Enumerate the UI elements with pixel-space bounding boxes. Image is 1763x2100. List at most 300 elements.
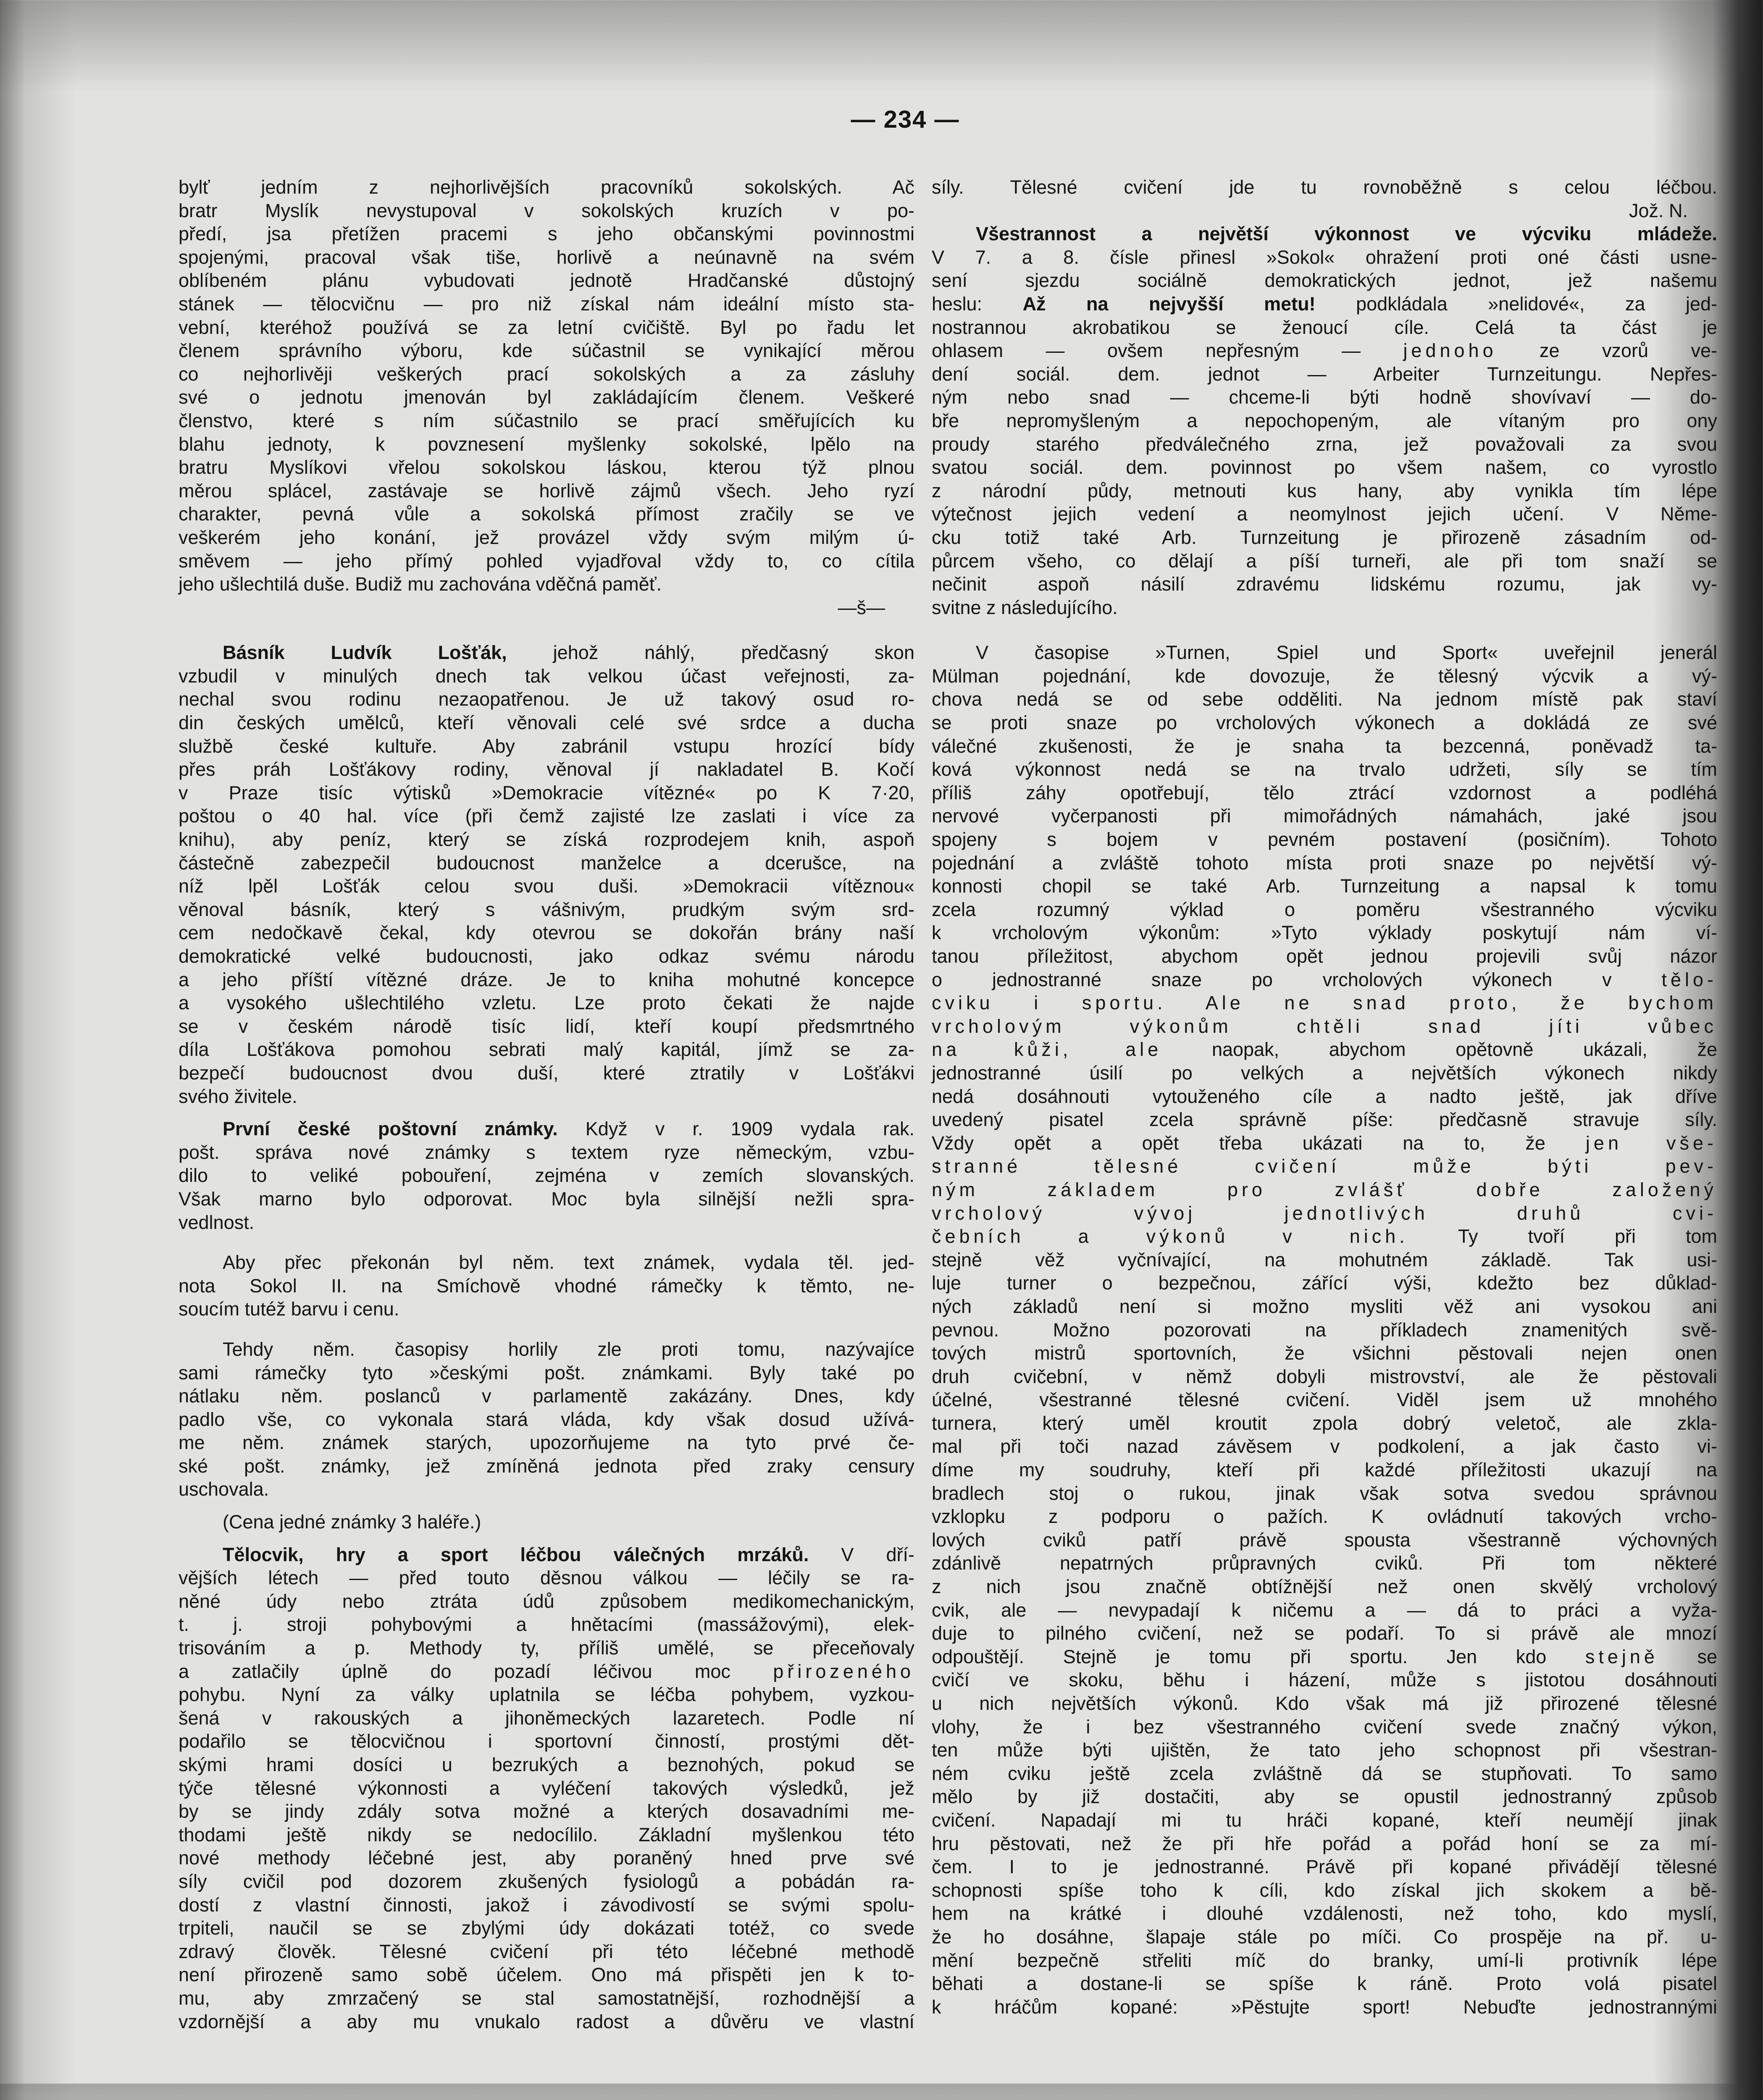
line-text: vzbudil v minulých dnech tak velkou účast veřejnosti, za-: [179, 665, 914, 687]
line-text: Tehdy něm. časopisy horlily zle proti tomu, nazývajíce: [223, 1338, 914, 1360]
text-line: [179, 921, 914, 945]
text-line: [179, 1660, 914, 1683]
line-text: měrou splácel, zastávaje se horlivě zájmů všech. Jeho ryzí: [179, 480, 914, 501]
spaced-emphasis-text: vrcholovým výkonům chtěli snad jíti vůbec: [932, 1015, 1717, 1037]
line-text: podkládala »nelidové«, za jed-: [1315, 293, 1717, 315]
line-text: ková výkonnost nedá se na trvalo udržeti, síly se tím: [932, 759, 1717, 780]
line-text: uvedený pisatel zcela správně píše: předčasně stravuje síly.: [932, 1109, 1717, 1131]
line-text: běhati a dostane-li se spíše k ráně. Proto volá pisatel: [932, 1973, 1717, 1995]
text-line: [179, 945, 914, 968]
text-line: [932, 735, 1717, 758]
line-text: něné údy nebo ztráta údů způsobem medikomechanickým,: [179, 1590, 914, 1612]
text-line: [932, 1388, 1717, 1412]
text-line: [179, 1297, 914, 1321]
line-text: své o jednotu jmenován byl zakládajícím členem. Veškeré: [179, 386, 914, 408]
text-line: [932, 269, 1717, 292]
article-postage-stamps: [179, 1117, 914, 1234]
line-text: charakter, pevná vůle a sokolská přímost zračily se ve: [179, 503, 914, 525]
text-line: [932, 292, 1717, 316]
text-line: [179, 526, 914, 549]
line-text: bylť jedním z nejhorlivějších pracovníků sokolských. Ač: [179, 176, 914, 198]
line-text: se: [1658, 1646, 1717, 1667]
line-text: luje turner o bezpečnou, zářící výši, kdežto bez důklad-: [932, 1272, 1717, 1294]
line-text: schopnosti spíše toho k cíli, kdo získal jich skokem a bě-: [932, 1879, 1717, 1901]
line-text: oblíbeném plánu vybudovati jednotě Hradčanské důstojný: [179, 270, 914, 291]
text-line: [179, 246, 914, 269]
text-line: [932, 1482, 1717, 1505]
line-text: Když v r. 1909 vydala rak.: [557, 1118, 915, 1140]
line-text: nové methody léčebné jest, aby poraněný hned prve své: [179, 1847, 914, 1869]
line-text: vzdornější a aby mu vnukalo radost a důvěru ve vlastní: [179, 2011, 914, 2032]
text-line: [932, 222, 1717, 246]
text-line: [932, 1412, 1717, 1435]
left-column: [179, 176, 914, 2033]
bold-heading-text: Básník Ludvík Lošťák,: [223, 642, 507, 664]
spaced-emphasis-text: stranné tělesné cvičení může býti pev-: [932, 1155, 1717, 1177]
bold-heading-text: Až na nejvyšší metu!: [1022, 293, 1316, 315]
line-text: díla Lošťákova pomohou sebrati malý kapitál, jímž se za-: [179, 1039, 914, 1060]
text-line: [932, 1178, 1717, 1202]
text-line: [932, 1645, 1717, 1669]
text-line: [179, 1613, 914, 1636]
spaced-emphasis-text: stejně: [1585, 1646, 1658, 1667]
text-line: [179, 339, 914, 362]
text-line: [932, 1108, 1717, 1131]
text-line: [932, 1458, 1717, 1482]
text-line: [932, 1061, 1717, 1085]
text-line: [179, 433, 914, 456]
spaced-emphasis-text: na kůži, ale: [932, 1039, 1162, 1060]
text-line: [932, 1995, 1717, 2019]
line-text: Mülman pojednání, kde dovozuje, že tělesný výcvik a vý-: [932, 665, 1717, 687]
line-text: veškerém jeho konání, jež provázel vždy svým milým ú-: [179, 526, 914, 548]
text-line: [179, 664, 914, 688]
text-line: [932, 1972, 1717, 1995]
text-line: [179, 1510, 914, 1534]
line-text: jeho ušlechtilá duše. Budiž mu zachována vděčná paměť.: [179, 573, 662, 595]
text-line: [179, 1753, 914, 1777]
text-line: [179, 409, 914, 433]
text-line: [932, 596, 1717, 620]
line-text: me něm. známek starých, upozorňujeme na tyto prvé če-: [179, 1432, 914, 1454]
line-text: vební, kteréhož používá se za letní cvičiště. Byl po řadu let: [179, 316, 914, 338]
text-line: [179, 1251, 914, 1274]
text-line: [932, 1551, 1717, 1575]
spaced-emphasis-text: tělo-: [1661, 969, 1717, 990]
line-text: duje to pilného cvičení, než se podaří. To si právě ale mnozí: [932, 1622, 1717, 1644]
line-text: heslu:: [932, 293, 1023, 315]
line-text: členem správního výboru, kde súčastnil se vynikající měrou: [179, 340, 914, 362]
text-line: [932, 1202, 1717, 1225]
line-text: hem na krátké i dlouhé vzdálenosti, než toho, kdo myslí,: [932, 1903, 1717, 1924]
text-line: [179, 292, 914, 316]
text-line: [932, 572, 1717, 596]
text-line: [932, 246, 1717, 269]
text-line: [179, 316, 914, 339]
line-text: uschovala.: [179, 1478, 269, 1500]
line-text: bře nepromyšleným a nepochopeným, ale vítaným pro ony: [932, 410, 1717, 431]
line-text: sami rámečky tyto »českými pošt. známkami. Byly také po: [179, 1362, 914, 1383]
text-line: [932, 1248, 1717, 1272]
text-line: [179, 781, 914, 805]
text-line: [932, 1505, 1717, 1528]
line-text: stánek — tělocvičnu — pro niž získal nám ideální místo sta-: [179, 293, 914, 315]
text-line: [932, 1038, 1717, 1061]
line-text: přes práh Lošťákovy rodiny, věnoval jí nakladatel B. Kočí: [179, 759, 914, 780]
line-text: nečinit aspoň násilí zdravému lidskému rozumu, jak vy-: [932, 573, 1717, 595]
line-text: věnoval básník, který s vášnivým, prudkým svým srd-: [179, 898, 914, 920]
text-line: [179, 1963, 914, 1987]
line-text: Ty tvoří při tom: [1408, 1226, 1717, 1247]
spaced-emphasis-text: ným základem pro zvlášť dobře založený: [932, 1179, 1717, 1200]
line-text: nervové vyčerpanosti při mimořádných námahách, jaké jsou: [932, 805, 1717, 827]
text-line: [932, 1435, 1717, 1458]
text-line: [932, 1715, 1717, 1739]
line-text: službě české kultuře. Aby zabránil vstupu hrozící bídy: [179, 735, 914, 757]
line-text: soucím tutéž barvu i cenu.: [179, 1298, 399, 1320]
text-line: [179, 1777, 914, 1800]
text-line: [179, 641, 914, 664]
text-line: [179, 222, 914, 246]
text-line: [932, 1785, 1717, 1809]
line-text: níž lpěl Lošťák celou svou duši. »Demokracii vítěznou«: [179, 875, 914, 897]
text-line: [932, 1855, 1717, 1879]
line-text: vějších létech — před touto děsnou válkou — léčily se ra-: [179, 1567, 914, 1589]
line-text: částečně zabezpečil budoucnost manželce a dcerušce, na: [179, 852, 914, 874]
text-line: [179, 456, 914, 479]
line-text: dení sociál. dem. jednot — Arbeiter Turnzeitungu. Nepřes-: [932, 363, 1717, 385]
line-text: hru pěstovati, než že při hře pořád a pořád honí se za mí-: [932, 1832, 1717, 1854]
line-text: že ho dosáhne, šlapaje stále po míči. Co prospěje na př. u-: [932, 1926, 1717, 1948]
line-text: u nich největších výkonů. Kdo však má již přirozené tělesné: [932, 1693, 1717, 1714]
text-line: [179, 2010, 914, 2034]
text-line: [179, 1543, 914, 1567]
line-text: a zatlačily úplně do pozadí léčivou moc: [179, 1660, 773, 1682]
text-line: [932, 502, 1717, 526]
line-text: cvičení. Napadají mi tu hráči kopané, kteří neumějí jinak: [932, 1809, 1717, 1831]
line-text: pevnou. Možno pozorovati na příkladech znamenitých svě-: [932, 1319, 1717, 1341]
line-text: zdánlivě nepatrných průpravných cviků. Při tom některé: [932, 1552, 1717, 1574]
line-text: vzklopku z podporu o pažích. K ovládnutí takových vrcho-: [932, 1506, 1717, 1528]
text-line: [179, 688, 914, 711]
text-line: [932, 316, 1717, 339]
text-line: [179, 1061, 914, 1085]
line-text: stejně věž vyčnívající, na mohutném základě. Tak usi-: [932, 1249, 1717, 1270]
text-line: [179, 1431, 914, 1454]
line-text: cvičí ve skoku, běhu i házení, může s jistotou dosáhnouti: [932, 1669, 1717, 1691]
text-line: [932, 968, 1717, 992]
two-column-body: [0, 176, 1763, 2033]
spaced-emphasis-text: cviku i sportu. Ale ne snad proto, že bychom: [932, 992, 1717, 1014]
text-line: [932, 1809, 1717, 1832]
text-line: [932, 664, 1717, 688]
line-text: ské pošt. známky, jež zmíněná jednota před zraky censury: [179, 1455, 914, 1477]
line-text: odpouštějí. Stejně je tomu při sportu. Jen kdo: [932, 1646, 1585, 1667]
text-line: [932, 1738, 1717, 1762]
line-text: dilo to veliké pobouření, zejména v zemích slovanských.: [179, 1165, 914, 1186]
line-text: síly cvičil pod dozorem zkušených fysiologů a pobádán ra-: [179, 1870, 914, 1892]
line-text: naopak, abychom opětovně ukázali, že: [1162, 1039, 1717, 1060]
text-line: [179, 828, 914, 851]
text-line: [179, 1211, 914, 1234]
text-line: [932, 1015, 1717, 1038]
text-line: [179, 1590, 914, 1613]
text-line: [932, 549, 1717, 573]
text-line: [932, 409, 1717, 433]
line-text: předí, jsa přetížen pracemi s jeho občanskými povinnostmi: [179, 223, 914, 245]
text-line: [179, 1141, 914, 1164]
text-line: [179, 968, 914, 992]
text-line: [179, 804, 914, 828]
line-text: pošt. správa nové známky s textem ryze německým, vzbu-: [179, 1141, 914, 1163]
text-line: [179, 851, 914, 875]
line-text: jednostranné úsilí po velkých a největších výkonech nikdy: [932, 1062, 1717, 1084]
text-line: [179, 502, 914, 526]
line-text: a jeho příští vítězné dráze. Je to kniha mohutné koncepce: [179, 969, 914, 990]
text-line: [932, 991, 1717, 1015]
war-cripples-continuation: [932, 176, 1717, 199]
text-line: [179, 386, 914, 409]
line-text: vlohy, že i bez všestranného cvičení svede značný výkon,: [932, 1716, 1717, 1738]
text-line: [179, 1454, 914, 1478]
line-text: co nejhorlivěji veškerých prací sokolských a za zásluhy: [179, 363, 914, 385]
line-text: skými hrami dosíci u bezrukých a beznohých, pokud se: [179, 1754, 914, 1775]
text-line: [179, 1893, 914, 1917]
text-line: [179, 898, 914, 921]
text-line: [932, 1131, 1717, 1155]
spaced-emphasis-text: jednoho: [1403, 340, 1497, 362]
stamps-paragraph-3: [179, 1338, 914, 1501]
text-line: [179, 735, 914, 758]
line-text: se proti snaze po vrcholových výkonech a dokládá ze své: [932, 712, 1717, 734]
line-text: čem. I to je jednostranné. Právě při kopané přivádějí tělesné: [932, 1856, 1717, 1878]
text-line: [932, 1575, 1717, 1599]
line-text: se v českém národě tisíc lidí, kteří koupí předsmrtného: [179, 1015, 914, 1037]
text-line: [932, 456, 1717, 479]
text-line: [932, 386, 1717, 409]
line-text: o jednostranné snaze po vrcholových výkonech v: [932, 969, 1662, 990]
text-line: [179, 549, 914, 573]
text-line: [179, 1038, 914, 1061]
text-line: [932, 874, 1717, 898]
text-line: [179, 1478, 914, 1501]
line-text: cvik, ale — nevypadají k ničemu a — dá to práci a vyža-: [932, 1599, 1717, 1621]
line-text: výtečnost jejich vedení a neomylnost jejich učení. V Něme-: [932, 503, 1717, 525]
text-line: [179, 1085, 914, 1108]
line-text: mal při toči nazad závěsem v podkolení, a jak často vi-: [932, 1436, 1717, 1457]
line-text: není přirozeně samo sobě účelem. Ono má přispěti jen k to-: [179, 1964, 914, 1986]
line-text: V časopise »Turnen, Spiel und Sport« uveřejnil jenerál: [976, 642, 1717, 664]
text-line: [179, 1823, 914, 1847]
line-text: šená v rakouských a jihoněmeckých lazaretech. Podle ní: [179, 1707, 914, 1729]
line-text: proudy starého předválečného zrna, jež považovali za svou: [932, 433, 1717, 455]
text-line: [179, 1846, 914, 1870]
line-text: jehož náhlý, předčasný skon: [507, 642, 914, 664]
text-line: [932, 1599, 1717, 1622]
line-text: vedlnost.: [179, 1211, 255, 1233]
obituary-myslik-paragraph: [179, 176, 914, 596]
line-text: knihu), aby peníz, který se získá rozprodejem knih, aspoň: [179, 829, 914, 850]
line-text: ných základů není si možno mysliti věž ani vysokou ani: [932, 1295, 1717, 1317]
article-war-cripples: [179, 1543, 914, 2033]
line-text: z národní půdy, metnouti kus hany, aby vynikla tím lépe: [932, 480, 1717, 501]
line-text: svého živitele.: [179, 1085, 297, 1107]
text-line: [932, 1668, 1717, 1692]
text-line: [932, 1365, 1717, 1389]
text-line: [179, 1164, 914, 1187]
line-text: svatou sociál. dem. povinnost po všem našem, co vyrostlo: [932, 457, 1717, 478]
obituary-signature: —š—: [838, 596, 885, 618]
line-text: bratru Myslíkovi vřelou sokolskou láskou, kterou týž plnou: [179, 457, 914, 478]
text-line: [179, 1015, 914, 1038]
text-line: [179, 269, 914, 292]
line-text: nátlaku něm. poslanců v parlamentě zakázány. Dnes, kdy: [179, 1385, 914, 1407]
article-lostak: [179, 641, 914, 1108]
spaced-emphasis-text: jen vše-: [1585, 1132, 1717, 1154]
line-text: ným nebo snad — chceme-li býti hodně shovívaví — do-: [932, 386, 1717, 408]
line-text: ném cviku ještě zcela zvláštně dá se stupňovati. To samo: [932, 1762, 1717, 1784]
text-line: [932, 479, 1717, 503]
text-line: [932, 758, 1717, 781]
line-text: V 7. a 8. čísle přinesl »Sokol« ohražení proti oné části usne-: [932, 246, 1717, 268]
text-line: [932, 1902, 1717, 1925]
text-line: [179, 479, 914, 503]
text-line: [932, 945, 1717, 968]
text-line: [179, 1117, 914, 1141]
line-text: din českých umělců, kteří věnovali celé své srdce a ducha: [179, 712, 914, 734]
line-text: svitne z následujícího.: [932, 596, 1118, 618]
line-text: nota Sokol II. na Smíchově vhodné rámečky k těmto, ne-: [179, 1275, 914, 1297]
text-line: [932, 641, 1717, 664]
text-line: [932, 1085, 1717, 1108]
text-line: [179, 199, 914, 223]
line-text: Vždy opět a opět třeba ukázati na to, že: [932, 1132, 1586, 1154]
line-text: nechal svou rodinu nezaopatřenou. Je už takový osud ro-: [179, 688, 914, 710]
text-line: [932, 1295, 1717, 1318]
line-text: padlo vše, co vykonala stará vláda, kdy však dosud užívá-: [179, 1408, 914, 1430]
line-text: druh cvičební, v němž dobyli mistrovství, ale že pěstovali: [932, 1365, 1717, 1387]
spaced-emphasis-text: vrcholový vývoj jednotlivých druhů cvi-: [932, 1202, 1717, 1224]
text-line: [179, 1384, 914, 1408]
line-text: by se jindy zdály sotva možné a kterých dosavadními me-: [179, 1801, 914, 1822]
line-text: spojenými, pracoval však tiše, horlivě a neúnavně na svém: [179, 246, 914, 268]
line-text: týče tělesné výkonnosti a vyléčení takových výsledků, jež: [179, 1777, 914, 1799]
line-text: tanou příležitost, abychom opět jednou projevili svůj názor: [932, 945, 1717, 967]
text-line: [932, 526, 1717, 549]
line-text: z nich jsou značně obtížnější než onen skvělý vrcholový: [932, 1576, 1717, 1598]
line-text: spojeny s bojem v pevném postavení (posičním). Tohoto: [932, 829, 1717, 850]
text-line: [179, 1987, 914, 2010]
text-line: [179, 1916, 914, 1940]
line-text: mění bezpečně střeliti míč do branky, umí-li protivník lépe: [932, 1949, 1717, 1971]
text-line: [932, 176, 1717, 199]
text-line: [932, 1341, 1717, 1365]
text-line: [932, 1318, 1717, 1342]
right-column: [932, 176, 1717, 2019]
line-text: sení sjezdu sociálně demokratických jednot, jež našemu: [932, 270, 1717, 291]
text-line: [932, 1762, 1717, 1785]
line-text: turnera, který uměl kroutit zpola dobrý veletoč, ale zkla-: [932, 1412, 1717, 1434]
line-text: demokratické velké budoucnosti, jako odkaz svému národu: [179, 945, 914, 967]
text-line: [179, 176, 914, 199]
text-line: [932, 828, 1717, 851]
line-text: účelné, všestranné tělesné cvičení. Viděl jsem už mnohého: [932, 1389, 1717, 1411]
line-text: ten může býti ujištěn, že tato jeho schopnost při všestran-: [932, 1739, 1717, 1761]
line-text: ze vzorů ve-: [1497, 340, 1718, 362]
text-line: [179, 362, 914, 386]
line-text: členstvo, které s ním súčastnilo se prací směřujících ku: [179, 410, 914, 431]
page-number: — 234 —: [851, 106, 960, 133]
text-line: [179, 1274, 914, 1298]
line-text: mu, aby zmrzačený se stal samostatnější, rozhodnější a: [179, 1987, 914, 2009]
line-text: nostrannou akrobatikou se ženoucí cíle. Celá ta část je: [932, 316, 1717, 338]
line-text: zdravý člověk. Tělesné cvičení při této léčebné methodě: [179, 1940, 914, 1962]
text-line: [932, 804, 1717, 828]
line-text: pojednání a zvláště tohoto místa proti snaze po největší vý-: [932, 852, 1717, 874]
line-text: V dří-: [809, 1544, 914, 1565]
line-text: cem nedočkavě čekal, kdy otevrou se dokořán brány naší: [179, 922, 914, 944]
line-text: nedá dosáhnouti vytouženého cíle a nadto ještě, jak dříve: [932, 1085, 1717, 1107]
line-text: lových cviků patří právě spousta všestranně výchovných: [932, 1529, 1717, 1551]
text-line: [932, 1832, 1717, 1856]
line-text: k hráčům kopané: »Pěstujte sport! Nebuďte jednostrannými: [932, 1996, 1717, 2018]
line-text: příliš záhy opotřebují, tělo ztrácí vzdornost a podléhá: [932, 782, 1717, 803]
line-text: k vrcholovým výkonům: »Tyto výklady poskytují nám ví-: [932, 922, 1717, 944]
text-line: [179, 758, 914, 781]
stamps-paragraph-2: [179, 1251, 914, 1321]
text-line: [932, 433, 1717, 456]
line-text: t. j. stroji pohybovými a hnětacími (massážovými), elek-: [179, 1614, 914, 1635]
line-text: pohybu. Nyní za války uplatnila se léčba pohybem, vyzkou-: [179, 1684, 914, 1706]
article-versatility: [932, 222, 1717, 619]
text-line: [932, 339, 1717, 362]
text-line: [179, 874, 914, 898]
line-text: podařilo se tělocvičnou i sportovní činností, prostými dět-: [179, 1730, 914, 1752]
line-text: síly. Tělesné cvičení jde tu rovnoběžně s celou léčbou.: [932, 176, 1717, 198]
line-text: poštou o 40 hal. více (při čemž zajisté lze zaslati i více za: [179, 805, 914, 827]
text-line: [932, 851, 1717, 875]
line-text: bezpečí budoucnost dvou duší, které ztratily v Lošťákvi: [179, 1062, 914, 1084]
text-line: [932, 898, 1717, 921]
line-text: mělo by již dostačiti, aby se opustil jednostranný způsob: [932, 1786, 1717, 1808]
text-line: [932, 1225, 1717, 1248]
text-line: [179, 1566, 914, 1590]
text-line: [179, 1730, 914, 1753]
line-text: thodami ještě nikdy se nedocílilo. Základní myšlenkou této: [179, 1824, 914, 1845]
text-line: [932, 1271, 1717, 1295]
text-line: [179, 1800, 914, 1823]
text-line: [932, 1622, 1717, 1645]
text-line: [179, 1636, 914, 1660]
line-text: ohlasem — ovšem nepřesným —: [932, 340, 1403, 362]
text-line: [932, 1155, 1717, 1178]
line-text: válečné zkušenosti, že je snaha ta bezcenná, poněvadž ta-: [932, 735, 1717, 757]
line-text: bratr Myslík nevystupoval v sokolských kruzích v po-: [179, 200, 914, 221]
article-signature: Jož. N.: [1629, 200, 1688, 221]
text-line: [932, 1692, 1717, 1715]
line-text: a vysokého ušlechtilého vzletu. Lze proto čekati že najde: [179, 992, 914, 1014]
line-text: chova nedá se od sebe odděliti. Na jednom místě pak staví: [932, 688, 1717, 710]
line-text: konnosti chopil se také Arb. Turnzeitung a napsal k tomu: [932, 875, 1717, 897]
text-line: [179, 1338, 914, 1361]
text-line: [932, 1528, 1717, 1552]
line-text: dostí z vlastní činnosti, jakož i závodivostí se svými spolu-: [179, 1894, 914, 1916]
text-line: [179, 1870, 914, 1893]
line-text: trisováním a p. Methody ty, příliš umělé, se přeceňovaly: [179, 1637, 914, 1659]
bold-heading-text: Všestrannost a největší výkonnost ve výcviku mládeže.: [976, 223, 1717, 245]
line-text: Aby přec překonán byl něm. text známek, vydala těl. jed-: [223, 1252, 914, 1273]
text-line: [932, 921, 1717, 945]
